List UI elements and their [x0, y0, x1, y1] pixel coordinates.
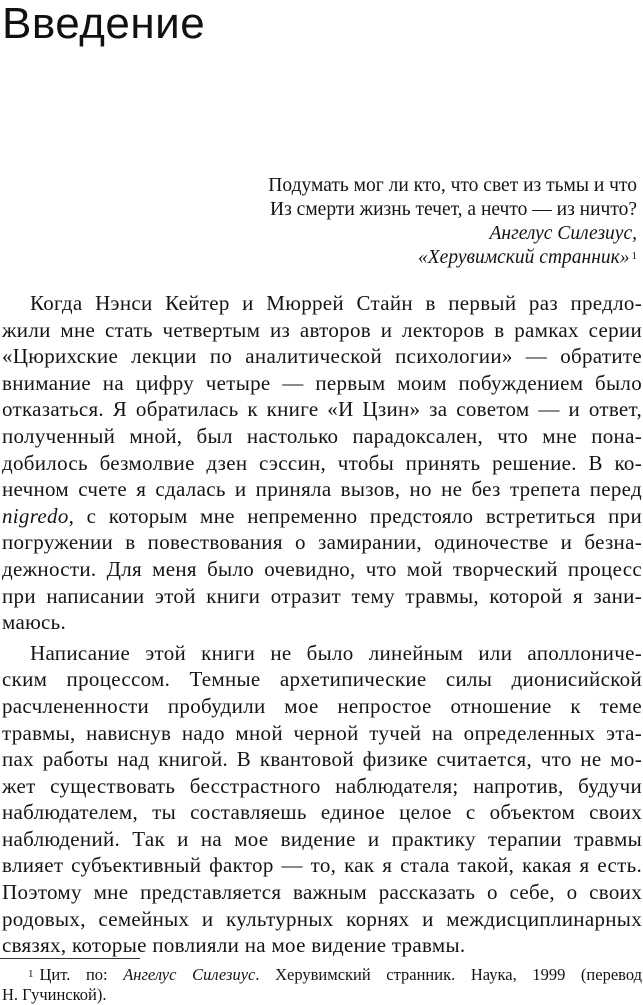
- footnote-line-1: [2, 965, 642, 985]
- text-line: полученный мной, был настолько парадоксален, что мне пона-: [2, 423, 642, 448]
- footnote-reference[interactable]: 1: [631, 250, 637, 262]
- text-line: расчлененности пробудили мое непростое отношение к теме: [2, 693, 642, 718]
- text-line: дежности. Для меня было очевидно, что мой творческий процесс: [2, 556, 642, 581]
- footnote-author: Ангелус Силезиус: [123, 965, 256, 984]
- text-line: травмы, нависнув надо мной черной тучей на определенных эта-: [2, 720, 642, 745]
- footnote-mark: 1: [28, 968, 34, 980]
- text-line: связях, которые повлияли на мое видение травмы.: [2, 933, 466, 958]
- text-line: наблюдателем, ты составляешь единое целое с объектом своих: [2, 800, 642, 825]
- text-line: жет существовать бесстрастного наблюдателя; напротив, будучи: [2, 773, 642, 798]
- footnote: [2, 965, 642, 1005]
- text-line: Поэтому мне представляется важным рассказать о себе, о своих: [2, 880, 642, 905]
- text-line: наблюдений. Так и на мое видение и практику терапии травмы: [2, 826, 642, 851]
- paragraph-1: [2, 290, 642, 636]
- paragraph-2: [2, 640, 642, 959]
- footnote-divider: [0, 958, 140, 959]
- text-line: ским процессом. Темные архетипические силы дионисийской: [2, 667, 642, 692]
- text-line: «Цюрихские лекции по аналитической психологии» — обратите: [2, 344, 642, 369]
- page-title: Введение: [2, 0, 206, 48]
- text-fragment: , с которым мне непременно предстояло встретиться при: [68, 503, 642, 528]
- body-text: [2, 290, 642, 959]
- epigraph-line-2: Из смерти жизнь течет, а нечто — из ничто?: [270, 199, 637, 220]
- text-line: нечном счете я сдалась и приняла вызов, но не без трепета перед: [2, 477, 642, 502]
- text-line: родовых, семейных и культурных корнях и междисциплинарных: [2, 906, 642, 931]
- epigraph-line-1: Подумать мог ли кто, что свет из тьмы и что: [268, 175, 637, 196]
- footnote-source: . Херувимский странник. Наука, 1999 (перевод: [255, 965, 642, 984]
- epigraph: [217, 174, 637, 270]
- epigraph-work: «Херувимский странник»: [418, 247, 630, 268]
- epigraph-author: Ангелус Силезиус,: [489, 223, 637, 244]
- text-line: добилось безмолвие дзен сэссин, чтобы принять решение. В ко-: [2, 450, 642, 475]
- text-line: пах работы над книгой. В квантовой физике считается, что не мо-: [2, 747, 642, 772]
- text-line: влияет субъективный фактор — то, как я стала такой, какая я есть.: [2, 853, 642, 878]
- text-line: отказаться. Я обратилась к книге «И Цзин» за советом — и ответ,: [2, 397, 642, 422]
- footnote-prefix: Цит. по:: [39, 965, 124, 984]
- text-line: Написание этой книги не было линейным или аполлониче-: [30, 640, 642, 665]
- italic-term: nigredo: [2, 503, 69, 528]
- footnote-line-2: Н. Гучинской).: [2, 985, 107, 1004]
- text-line: при написании этой книги отразит тему травмы, которой я зани-: [2, 583, 642, 608]
- text-line: жили мне стать четвертым из авторов и лекторов в рамках серии: [2, 317, 642, 342]
- text-line: [2, 503, 642, 530]
- epigraph-source: [217, 246, 637, 270]
- text-line: маюсь.: [2, 610, 67, 635]
- text-line: Когда Нэнси Кейтер и Мюррей Стайн в первый раз предло-: [30, 291, 642, 315]
- text-line: погружении в повествования о замирании, одиночестве и безна-: [2, 530, 642, 555]
- text-line: внимание на цифру четыре — первым моим побуждением было: [2, 370, 642, 395]
